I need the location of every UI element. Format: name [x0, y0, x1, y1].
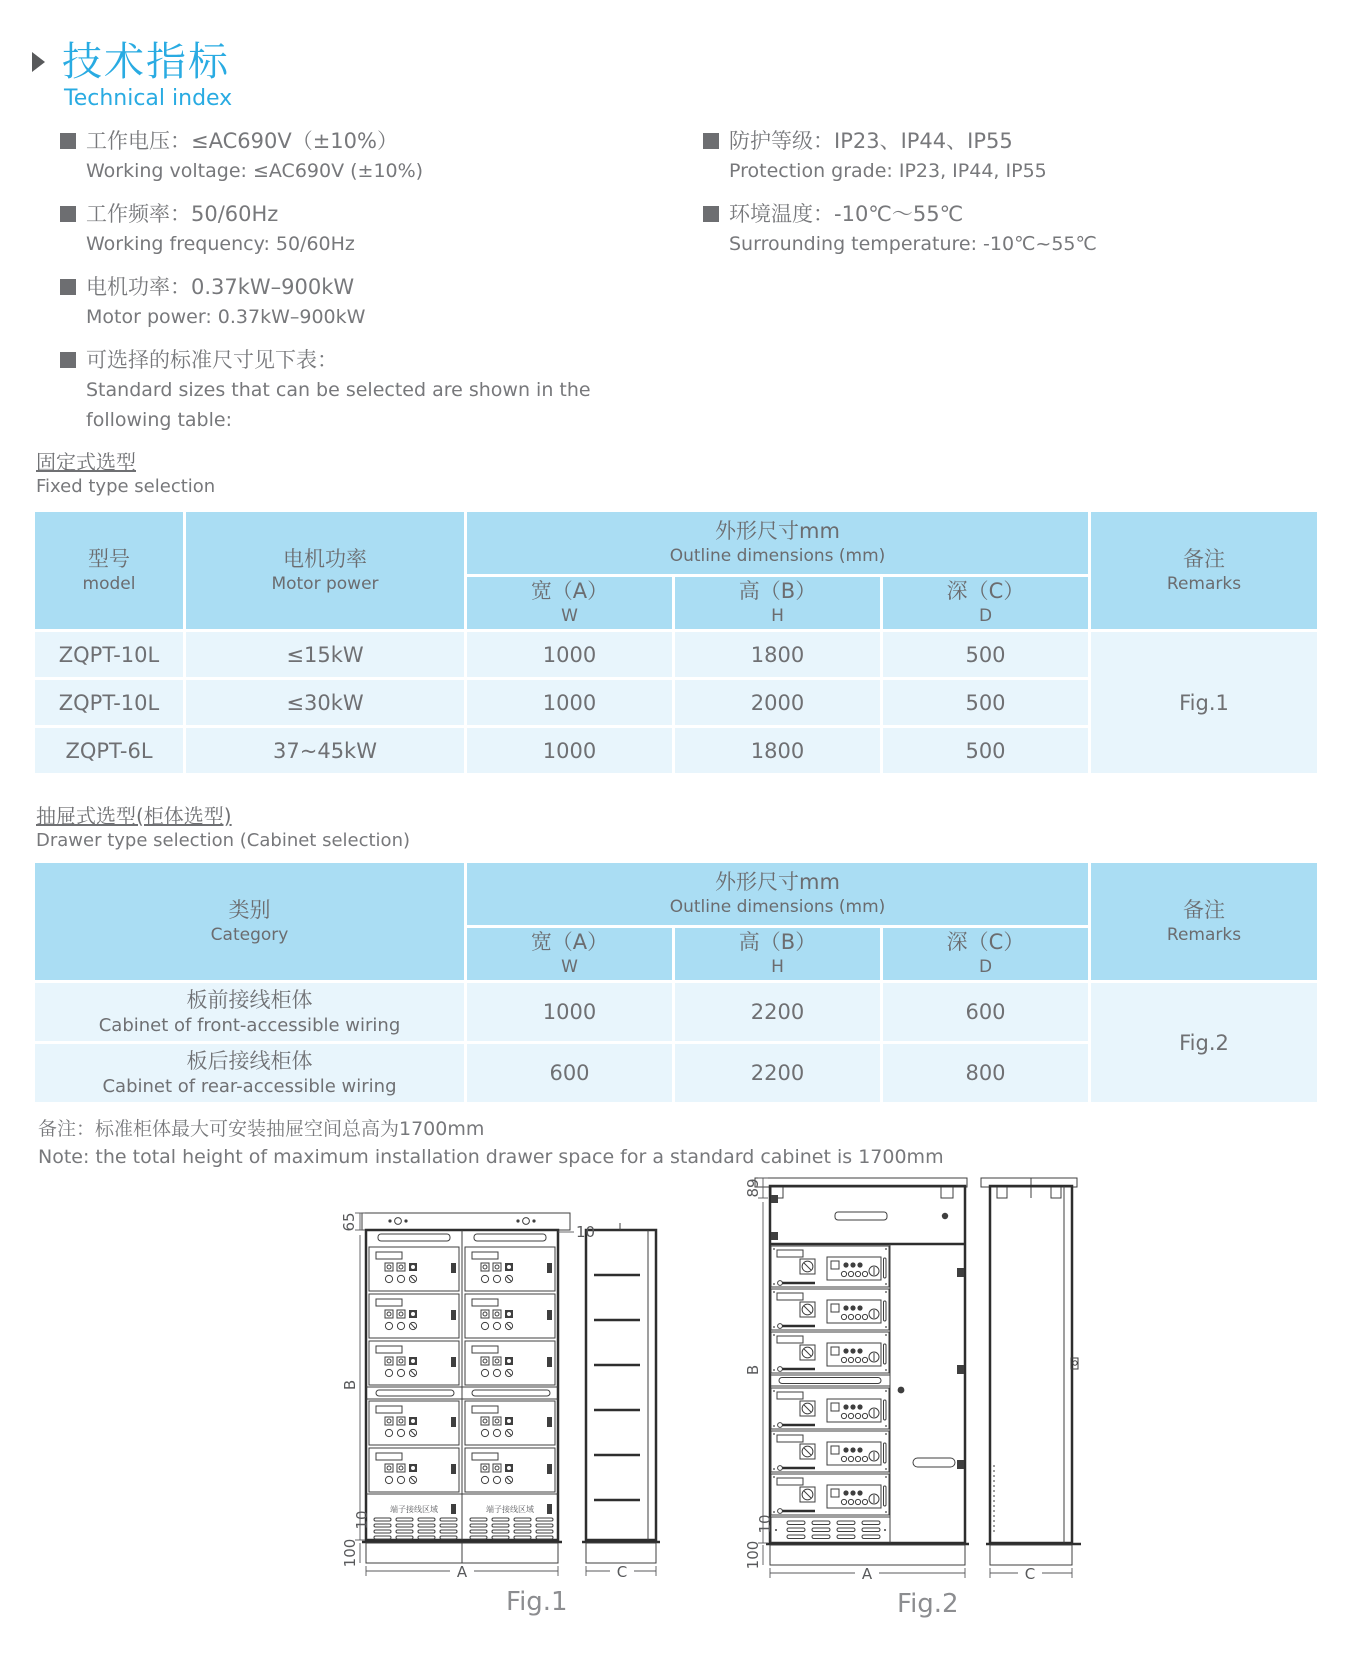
drawer-type-table	[35, 863, 1317, 1102]
spec-zh-text: 电机功率：0.37kW–900kW	[86, 275, 355, 299]
fig2-cabinet-drawing	[715, 1140, 1095, 1630]
fig1-dim-top-right: 10	[576, 1223, 596, 1241]
spec-en-text: Standard sizes that can be selected are shown in the following table:	[86, 379, 591, 431]
spec-zh-text: 可选择的标准尺寸见下表：	[86, 348, 338, 372]
fig2-dimensions	[744, 1178, 1072, 1583]
fig1-front-view	[362, 1213, 570, 1563]
t2-row1-width: 600	[467, 1044, 672, 1102]
t1-header-width: 宽（A） W	[467, 577, 672, 629]
t2-header-width: 宽（A） W	[467, 928, 672, 980]
bullet-square-icon	[60, 352, 76, 368]
section1-title-zh: 固定式选型	[36, 450, 136, 474]
fig1-dim-depth: C	[616, 1563, 628, 1581]
spec-item-motor-power	[60, 272, 680, 332]
section2-title-en: Drawer type selection (Cabinet selection)	[36, 830, 411, 851]
fig1-dim-base: 100	[341, 1538, 359, 1568]
t1-row2-height: 1800	[675, 728, 880, 773]
t1-row0-height: 1800	[675, 632, 880, 677]
note-zh: 备注：标准柜体最大可安装抽屉空间总高为1700mm	[38, 1118, 485, 1140]
spec-en-text: Surrounding temperature: -10℃~55℃	[729, 233, 1097, 255]
t1-row1-height: 2000	[675, 680, 880, 725]
fig1-dim-height: B	[341, 1379, 359, 1391]
t1-header-motor-power: 电机功率 Motor power	[186, 512, 464, 629]
spec-list-left	[60, 126, 680, 448]
fig2-dim-cap: 89	[744, 1178, 762, 1198]
spec-zh-text: 工作电压：≤AC690V（±10%）	[86, 129, 398, 153]
t2-remark-figure: Fig.2	[1091, 983, 1317, 1102]
bullet-square-icon	[703, 206, 719, 222]
t2-row1-category: 板后接线柜体 Cabinet of rear-accessible wiring	[35, 1044, 464, 1102]
section-marker-icon	[32, 52, 45, 72]
fig2-side-view	[981, 1178, 1081, 1565]
fig2-dim-base: 100	[744, 1540, 762, 1570]
spec-zh-text: 防护等级：IP23、IP44、IP55	[729, 129, 1013, 153]
fig1-side-view	[582, 1223, 660, 1563]
t1-row1-power: ≤30kW	[186, 680, 464, 725]
spec-item-working-frequency	[60, 199, 680, 259]
spec-en-text: Protection grade: IP23, IP44, IP55	[729, 160, 1047, 182]
t1-remark-figure: Fig.1	[1091, 632, 1317, 773]
bullet-square-icon	[60, 206, 76, 222]
section1-title-en: Fixed type selection	[36, 476, 216, 497]
fixed-type-table	[35, 512, 1317, 773]
fig1-dim-cap: 65	[340, 1212, 358, 1232]
spec-list-right	[703, 126, 1323, 272]
t2-row0-depth: 600	[883, 983, 1088, 1041]
fig2-dim-width: A	[861, 1565, 873, 1583]
fig2-dim-depth: C	[1024, 1565, 1036, 1583]
fig2-caption: Fig.2	[897, 1589, 959, 1619]
t1-header-outline-dimensions: 外形尺寸mm Outline dimensions (mm)	[467, 512, 1088, 574]
t2-row1-height: 2200	[675, 1044, 880, 1102]
spec-item-working-voltage	[60, 126, 680, 186]
t2-header-remarks: 备注 Remarks	[1091, 863, 1317, 980]
fig1-dim-width: A	[456, 1563, 468, 1581]
t1-row1-model: ZQPT-10L	[35, 680, 183, 725]
spec-item-protection-grade	[703, 126, 1323, 186]
t1-row2-model: ZQPT-6L	[35, 728, 183, 773]
t1-header-height: 高（B） H	[675, 577, 880, 629]
t1-header-depth: 深（C） D	[883, 577, 1088, 629]
t1-row1-width: 1000	[467, 680, 672, 725]
bullet-square-icon	[60, 133, 76, 149]
spec-item-standard-sizes	[60, 345, 680, 435]
t1-header-model: 型号 model	[35, 512, 183, 629]
t1-row2-depth: 500	[883, 728, 1088, 773]
spec-en-text: Motor power: 0.37kW–900kW	[86, 306, 366, 328]
spec-zh-text: 环境温度：-10℃～55℃	[729, 202, 964, 226]
section2-title-zh: 抽屉式选型(柜体选型)	[36, 804, 232, 828]
page-subtitle: Technical index	[64, 86, 233, 111]
t1-row2-power: 37~45kW	[186, 728, 464, 773]
spec-zh-text: 工作频率：50/60Hz	[86, 202, 279, 226]
t2-row0-width: 1000	[467, 983, 672, 1041]
spec-item-surrounding-temperature	[703, 199, 1323, 259]
t2-header-depth: 深（C） D	[883, 928, 1088, 980]
t1-row2-width: 1000	[467, 728, 672, 773]
t1-row0-model: ZQPT-10L	[35, 632, 183, 677]
t1-row0-depth: 500	[883, 632, 1088, 677]
t1-header-remarks: 备注 Remarks	[1091, 512, 1317, 629]
fig1-dim-vent: 10	[353, 1510, 371, 1530]
fig1-terminal-label: 端子接线区域	[486, 1505, 534, 1514]
t1-row0-power: ≤15kW	[186, 632, 464, 677]
spec-en-text: Working frequency: 50/60Hz	[86, 233, 355, 255]
t2-header-category: 类别 Category	[35, 863, 464, 980]
bullet-square-icon	[703, 133, 719, 149]
fig2-front-view	[755, 1178, 969, 1565]
fig1-terminal-label: 端子接线区域	[390, 1505, 438, 1514]
t1-row1-depth: 500	[883, 680, 1088, 725]
t2-header-outline-dimensions: 外形尺寸mm Outline dimensions (mm)	[467, 863, 1088, 925]
t2-header-height: 高（B） H	[675, 928, 880, 980]
page-title: 技术指标	[62, 39, 230, 85]
spec-en-text: Working voltage: ≤AC690V (±10%)	[86, 160, 424, 182]
t2-row0-category: 板前接线柜体 Cabinet of front-accessible wiring	[35, 983, 464, 1041]
t2-row0-height: 2200	[675, 983, 880, 1041]
fig2-dim-height: B	[744, 1364, 762, 1376]
fig1-cabinet-drawing	[338, 1190, 718, 1620]
note-en: Note: the total height of maximum installation drawer space for a standard cabinet is 1700mm	[38, 1146, 944, 1168]
t1-row0-width: 1000	[467, 632, 672, 677]
bullet-square-icon	[60, 279, 76, 295]
fig1-caption: Fig.1	[506, 1587, 568, 1617]
t2-row1-depth: 800	[883, 1044, 1088, 1102]
fig2-dim-vent: 10	[756, 1514, 774, 1534]
